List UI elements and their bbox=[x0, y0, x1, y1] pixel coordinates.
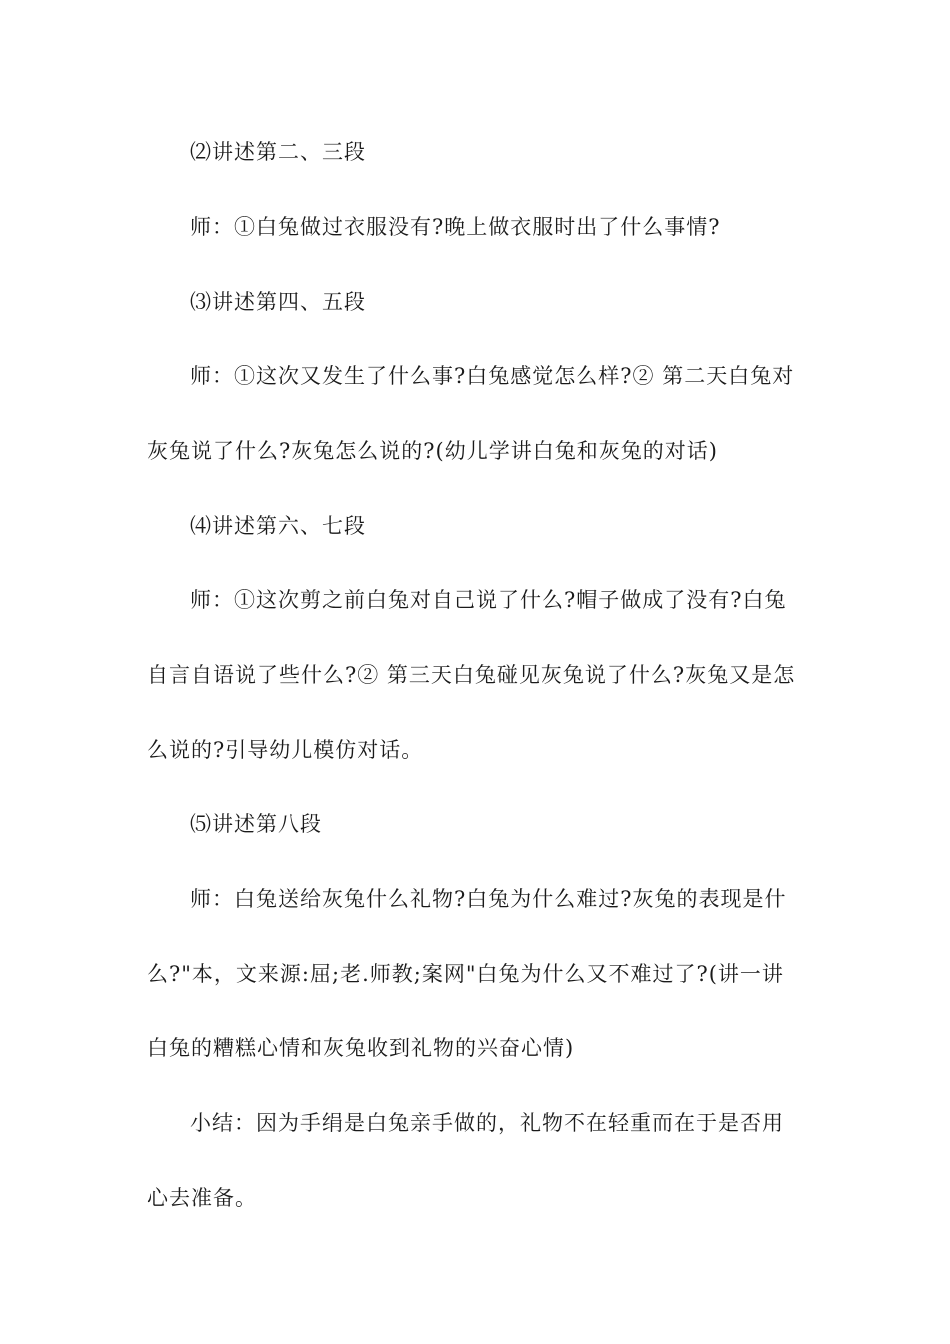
section-heading-2: ⑵讲述第二、三段 bbox=[190, 140, 366, 164]
teacher-question-3-line-1: 师：①这次又发生了什么事?白兔感觉怎么样?② 第二天白兔对 bbox=[190, 364, 795, 388]
teacher-question-2: 师：①白兔做过衣服没有?晚上做衣服时出了什么事情? bbox=[190, 215, 721, 239]
teacher-question-5-line-1: 师：白兔送给灰兔什么礼物?白兔为什么难过?灰兔的表现是什 bbox=[190, 887, 787, 911]
teacher-question-4-line-2: 自言自语说了些什么?② 第三天白兔碰见灰兔说了什么?灰兔又是怎 bbox=[147, 663, 796, 687]
section-heading-3: ⑶讲述第四、五段 bbox=[190, 290, 366, 314]
section-heading-4: ⑷讲述第六、七段 bbox=[190, 514, 366, 538]
teacher-question-4-line-1: 师：①这次剪之前白兔对自己说了什么?帽子做成了没有?白兔 bbox=[190, 588, 787, 612]
summary-line-1: 小结：因为手绢是白兔亲手做的，礼物不在轻重而在于是否用 bbox=[190, 1111, 784, 1135]
teacher-question-4-line-3: 么说的?引导幼儿模仿对话。 bbox=[147, 738, 424, 762]
section-heading-5: ⑸讲述第八段 bbox=[190, 812, 322, 836]
teacher-question-3-line-2: 灰兔说了什么?灰兔怎么说的?(幼儿学讲白兔和灰兔的对话) bbox=[147, 439, 718, 463]
summary-line-2: 心去准备。 bbox=[147, 1186, 257, 1210]
teacher-question-5-line-2: 么?"本，文来源:屈;老.师教;案网"白兔为什么又不难过了?(讲一讲 bbox=[147, 962, 784, 986]
teacher-question-5-line-3: 白兔的糟糕心情和灰兔收到礼物的兴奋心情) bbox=[147, 1036, 575, 1060]
